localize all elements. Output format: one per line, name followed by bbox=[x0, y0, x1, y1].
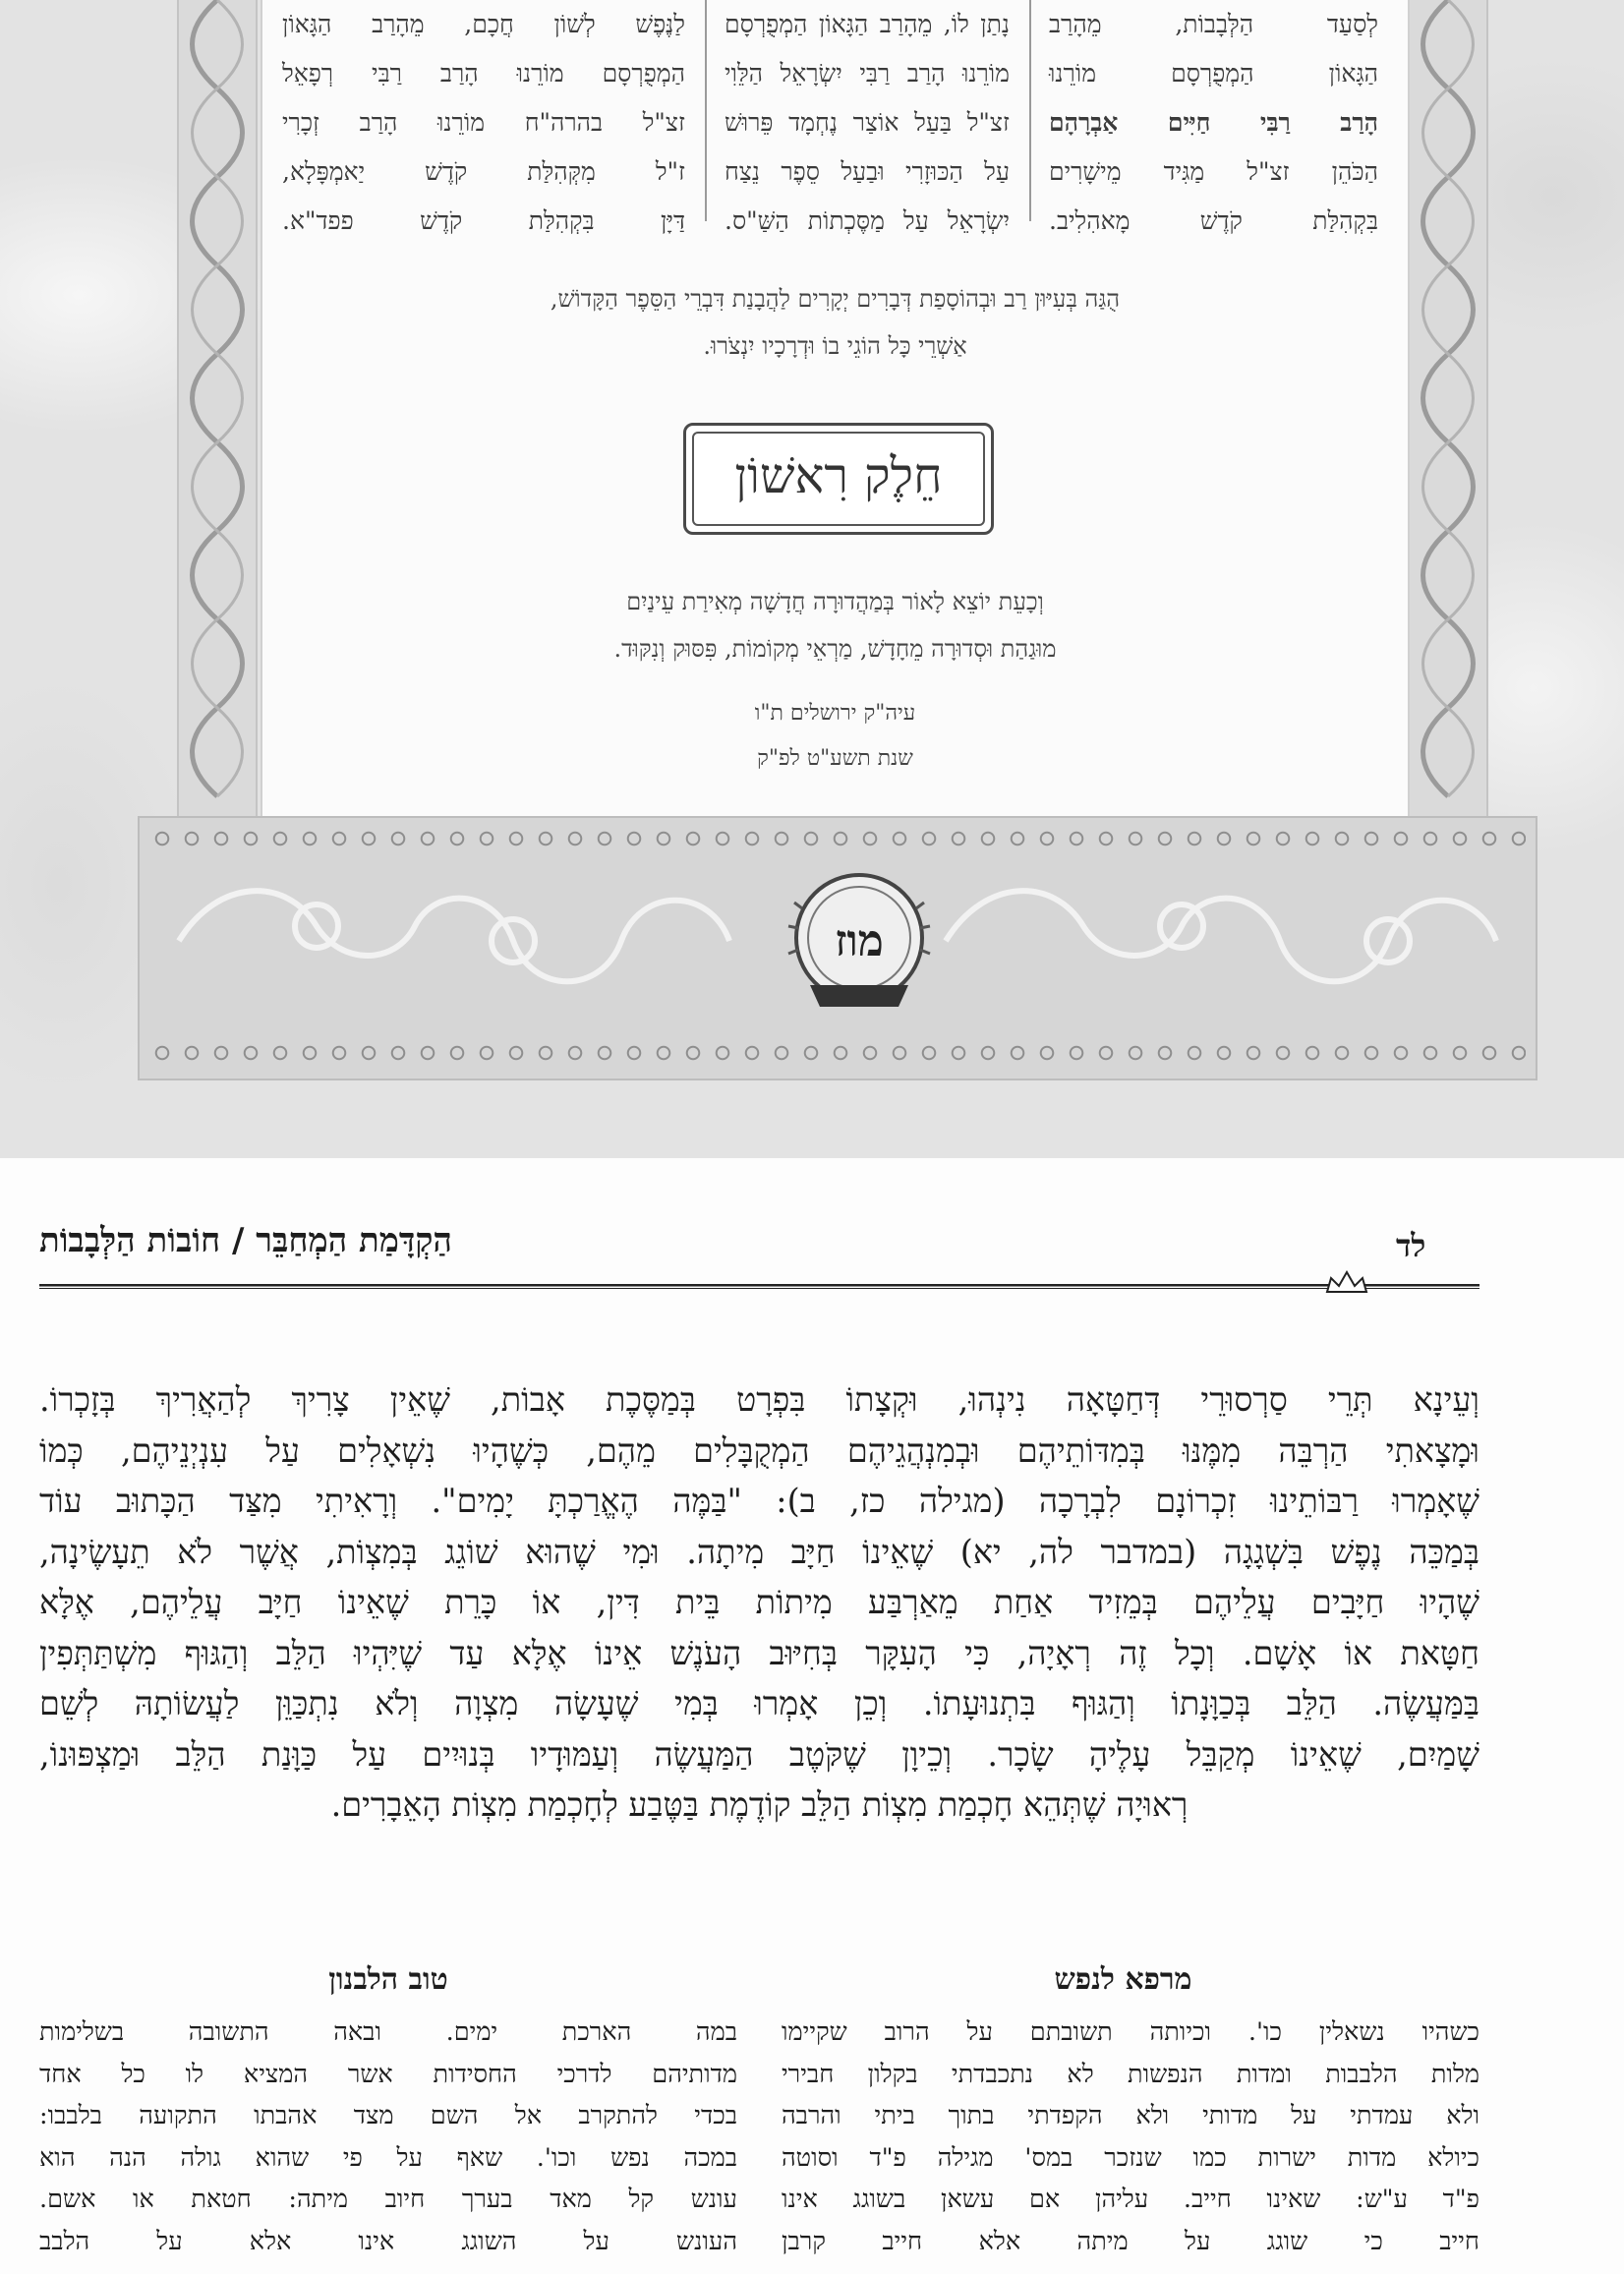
page-number: לד bbox=[1396, 1227, 1426, 1264]
column-line: נָתַן לוֹ, מֵהָרַב הַגָּאוֹן הַמְפֻרְסָם bbox=[725, 10, 1010, 38]
text-line: וּמָצָאתִי הַרְבֵּה מִמֶּנּוּ בְּמִדּוֹתֵיהֶם וּבְמִנְהֲגֵיהֶם הַמְקֻבָּלִים מֵהֶם, כְּשֶׁהָיוּ נִשְׁאָלִים עַל עִנְיְנֵיהֶם, כְּמוֹ bbox=[39, 1430, 1479, 1470]
commentary-line: פ"ד ע"ש: שאינו חייב. עליהן אם עשאן בשוגג אינו bbox=[782, 2185, 1479, 2214]
dot-border-bottom bbox=[149, 1040, 1526, 1066]
column-line: יִשְׂרָאֵל עַל מַסֶּכְתוֹת הַשַּׁ"ס. bbox=[725, 206, 1010, 235]
column-line: זצ"ל בהרה"ח מוֹרֵנוּ הָרַב זְכָרִי bbox=[282, 108, 685, 137]
part-title: חֵלֶק רִאשׁוֹן bbox=[734, 447, 943, 504]
commentary-line: מלות הלבבות ומדות הנפשות לא נתכבדתי בקלון חבירי bbox=[782, 2059, 1479, 2089]
book-page bbox=[0, 1158, 1624, 2274]
right-ornament-border bbox=[1408, 0, 1488, 816]
commentary-left-title: טוב הלבנון bbox=[328, 1962, 448, 1997]
text-line: שָׁמַיִם, שֶׁאֵינוֹ מְקַבֵּל עָלֶיהָ שָׂכָר. וְכֵיוָן שֶׁקֹּטֶב הַמַּעֲשֶׂה וְעַמּוּדָיו בְּנוּיִים עַל כַּוָּנַת הַלֵּב וּמַצְפּוּנוֹ, bbox=[39, 1734, 1479, 1774]
column-divider bbox=[705, 0, 707, 221]
endorsement-column-middle bbox=[725, 0, 1010, 246]
column-line: הַגָּאוֹן הַמְפֻרְסָם מוֹרֵנוּ bbox=[1049, 59, 1378, 87]
commentary-line: במה הארכת ימים. ובאה התשובה בשלימות bbox=[39, 2017, 737, 2047]
commentary-line: כשהיו נשאלין כו'. וכיותה תשובתם על הרוב שקיימו bbox=[782, 2017, 1479, 2047]
commentary-line: כיולא מדות ישרות כמו שנזכר במס' מגילה פ"ד וסוטה bbox=[782, 2142, 1479, 2173]
gloss-line: אַשְׁרֵי כָּל הוֹגֵי בוֹ וּדְרָכָיו יִנְצֹרוּ. bbox=[703, 332, 967, 360]
text-line: בַּמַּעֲשֶׂה. הַלֵּב בְּכַוָּנָתוֹ וְהַגּוּף בִּתְנוּעָתוֹ. וְכֵן אָמְרוּ בְּמִי שֶׁעָשָׂה מִצְוָה וְלֹא נִתְכַּוֵּן לַעֲשׂוֹתָהּ לְשֵׁם bbox=[39, 1684, 1479, 1722]
edition-line: וְכָעֵת יוֹצֵא לָאוֹר בְּמַהֲדוּרָה חֲדָשָׁה מְאִירַת עֵינַיִם bbox=[626, 588, 1044, 615]
commentary-right-title: מרפא לנפש bbox=[1054, 1962, 1192, 1997]
column-line: הָרַב רַבִּי חַיִּים אַבְרָהָם bbox=[1049, 108, 1378, 137]
endorsement-column-right bbox=[1049, 0, 1378, 246]
commentary-right bbox=[782, 2012, 1479, 2262]
text-line: שֶׁהָיוּ חַיָּבִים עֲלֵיהֶם בְּמֵזִיד אַחַת מֵאַרְבַּע מִיתוֹת בֵּית דִּין, אוֹ כָּרֵת שֶׁאֵינוֹ חַיָּב עֲלֵיהֶם, אֶלָּא bbox=[39, 1583, 1479, 1621]
column-line: עַל הַכּוּזָרִי וּבַעַל סֵפֶר נֵצַח bbox=[725, 157, 1010, 186]
running-head: הַקְדָּמַת הַמְחַבֵּר / חוֹבוֹת הַלְּבָבוֹת bbox=[39, 1221, 452, 1260]
commentary-line: העונש על השוגג אינו אלא על הלבב bbox=[39, 2226, 737, 2256]
main-text bbox=[39, 1374, 1479, 1831]
column-line: הַמְפֻרְסָם מוֹרֵנוּ הָרַב רַבִּי רְפָאֵל bbox=[282, 59, 685, 87]
edition-line: מוּגַהַת וּסְדוּרָה מֵחָדָשׁ, מַרְאֵי מְקוֹמוֹת, פִּסּוּק וְנִקּוּד. bbox=[613, 635, 1057, 663]
publisher-emblem bbox=[781, 869, 938, 1017]
dot-border-top bbox=[149, 826, 1526, 851]
column-divider bbox=[1029, 0, 1031, 221]
column-line: לַנֶּפֶשׁ לְשׁוֹן חֲכָם, מֵהָרַב הַגָּאוֹן bbox=[282, 10, 685, 38]
column-line: זצ"ל בַּעַל אוֹצַר נֶחְמָד פֵּרוּשׁ bbox=[725, 108, 1010, 137]
text-line: וְעֵינָא תְּרֵי סַרְסוּרֵי דְּחַטָּאָה נִינְהוּ, וּקְצָתוֹ בִּפְרָט בְּמַסֶּכֶת אָבוֹת, שֶׁאֵין צָרִיךְ לְהַאֲרִיךְ בְּזָכְרוֹ. bbox=[39, 1380, 1479, 1419]
column-line: לְסַעַד הַלְּבָבוֹת, מֵהָרַב bbox=[1049, 10, 1378, 38]
gloss-line: הֻגַּה בְּעִיּוּן רַב וּבְהוֹסָפַת דְּבָרִים יְקָרִים לַהֲבָנַת דִּבְרֵי הַסֵּפֶר הַקָּדוֹשׁ, bbox=[550, 285, 1121, 313]
header-rule bbox=[39, 1284, 1479, 1290]
commentary-line: במכה נפש וכו'. שאף על פי שהוא גולה הנה הוא bbox=[39, 2142, 737, 2173]
emblem-lettering: מוז bbox=[835, 916, 884, 966]
endorsement-column-left bbox=[282, 0, 685, 246]
crown-ornament bbox=[1317, 1268, 1376, 1298]
commentary-line: חייב כי שוגג על מיתה אלא חייב קרבן bbox=[782, 2226, 1479, 2256]
column-line: מוֹרֵנוּ הָרַב רַבִּי יִשְׂרָאֵל הַלֵּוִי bbox=[725, 59, 1010, 87]
title-inner-panel bbox=[261, 0, 1410, 816]
part-title-box bbox=[683, 423, 994, 535]
bottom-ornament-frame bbox=[138, 816, 1537, 1080]
place-line: עיה"ק ירושלים ת"ו bbox=[754, 701, 916, 726]
column-line: בִּקְהִלַּת קֹדֶשׁ מָאהִלִיב. bbox=[1049, 206, 1378, 235]
text-line: רְאוּיָה שֶׁתְּהֵא חָכְמַת מִצְוֹת הַלֵּב קוֹדֶמֶת בַּטֶּבַע לְחָכְמַת מִצְוֹת הָאֵבָרִים. bbox=[330, 1785, 1189, 1824]
column-line: ז"ל מִקְּהִלַּת קֹדֶשׁ יַאמְפָּלָא, bbox=[282, 157, 685, 186]
commentary-line: ולא עמדתי על מדותי ולא הקפדתי בתוך ביתי והרבה bbox=[782, 2101, 1479, 2130]
text-line: שֶׁאָמְרוּ רַבּוֹתֵינוּ זִכְרוֹנָם לִבְרָכָה (מגילה כז, ב): "בַּמֶּה הֶאֱרַכְתָּ יָמִים". וְרָאִיתִי מִצַּד הַכָּתוּב עוֹד bbox=[39, 1482, 1479, 1520]
column-line: דַּיָּן בִּקְהִלַּת קֹדֶשׁ פפד"א. bbox=[282, 206, 685, 235]
commentary-line: עונש קל מאד בערך חיוב מיתה: חטאת או אשם. bbox=[39, 2185, 737, 2214]
left-ornament-border bbox=[177, 0, 258, 816]
column-line: הַכֹּהֵן זצ"ל מַגִּיד מֵישָׁרִים bbox=[1049, 157, 1378, 186]
commentary-left bbox=[39, 2012, 737, 2262]
text-line: חַטָּאת אוֹ אָשָׁם. וְכָל זֶה רְאָיָה, כִּי הָעִקָּר בְּחִיּוּב הָעֹנֶשׁ אֵינוֹ אֶלָּא עַד שֶׁיִּהְיוּ הַלֵּב וְהַגּוּף מִשְׁתַּתְּפִין bbox=[39, 1633, 1479, 1672]
text-line: בְּמַכֵּה נֶפֶשׁ בִּשְׁגָגָה (במדבר לה, יא) שֶׁאֵינוֹ חַיָּב מִיתָה. וּמִי שֶׁהוּא שׁוֹגֵג בְּמִצְוֹת, אֲשֶׁר לֹא תֵעָשֶׂינָה, bbox=[39, 1532, 1479, 1571]
commentary-line: מדותיהם לדרכי החסידות אשר המציא לו כל אחד bbox=[39, 2059, 737, 2089]
commentary-line: בכדי להתקרב אל השם מצד אהבתו התקועה בלבבו: bbox=[39, 2101, 737, 2130]
year-line: שנת תשע"ט לפ"ק bbox=[757, 746, 913, 771]
